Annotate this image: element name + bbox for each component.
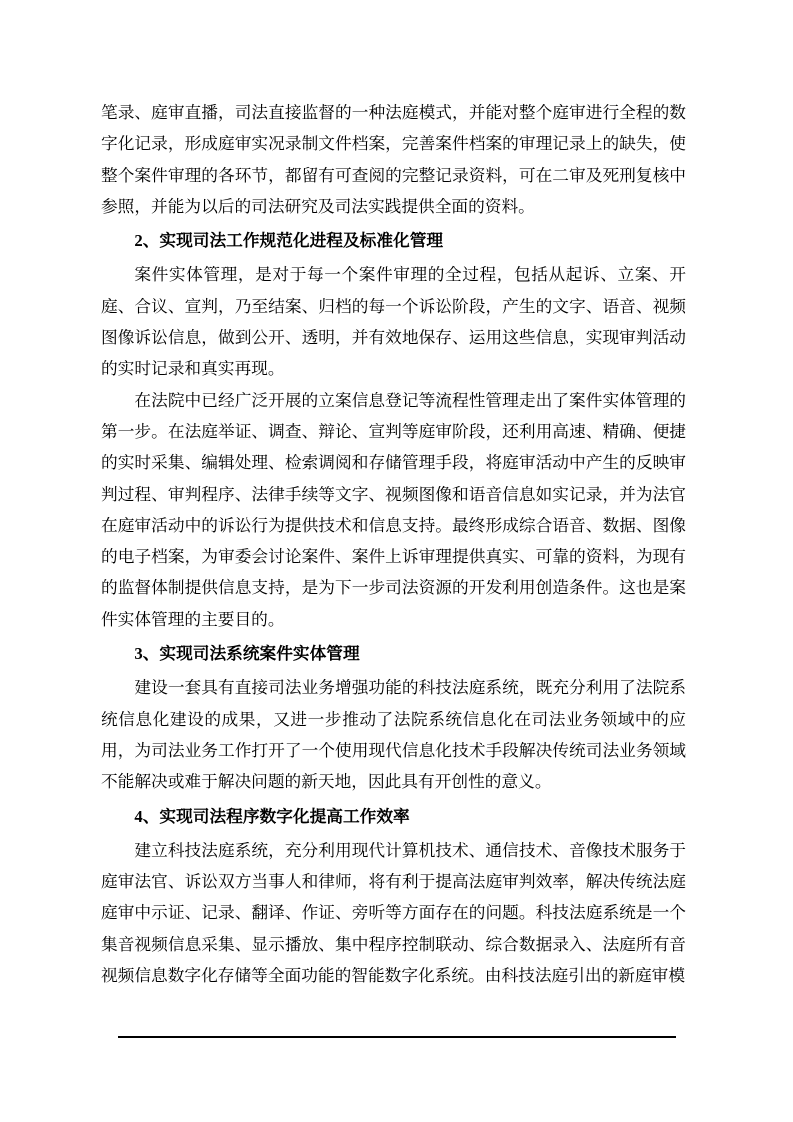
paragraph-continuation: 笔录、庭审直播，司法直接监督的一种法庭模式，并能对整个庭审进行全程的数字化记录，形成庭审实况录制文件档案，完善案件档案的审理记录上的缺失，使整个案件审理的各环节，都留有可查阅的完整记录资料，可在二审及死刑复核中参照，并能为以后的司法研究及司法实践提供全面的资料。 [101,103,686,216]
footer-separator-line [118,1036,676,1038]
paragraph: 案件实体管理，是对于每一个案件审理的全过程，包括从起诉、立案、开庭、合议、宣判，乃至结案、归档的每一个诉讼阶段，产生的文字、语音、视频图像诉讼信息，做到公开、透明，并有效地保存、运用这些信息，实现审判活动的实时记录和真实再现。 [101,265,686,379]
section-heading-2: 2、实现司法工作规范化进程及标准化管理 [134,231,444,251]
paragraph: 在法院中已经广泛开展的立案信息登记等流程性管理走出了案件实体管理的第一步。在法庭举证、调查、辩论、宣判等庭审阶段，还利用高速、精确、便捷的实时采集、编辑处理、检索调阅和存储管理手段，将庭审活动中产生的反映审判过程、审判程序、法律手续等文字、视频图像和语音信息如实记录，并为法官在庭审活动中的诉讼行为提供技术和信息支持。最终形成综合语音、数据、图像的电子档案，为审委会讨论案件、案件上诉审理提供真实、可靠的资料，为现有的监督体制提供信息支持，是为下一步司法资源的开发利用创造条件。这也是案件实体管理的主要目的。 [101,390,686,629]
section-heading-4: 4、实现司法程序数字化提高工作效率 [134,806,410,826]
paragraph: 建设一套具有直接司法业务增强功能的科技法庭系统，既充分利用了法院系统信息化建设的成果，又进一步推动了法院系统信息化在司法业务领域中的应用，为司法业务工作打开了一个使用现代信息化技术手段解决传统司法业务领域不能解决或难于解决问题的新天地，因此具有开创性的意义。 [101,678,686,792]
document-body [101,97,686,991]
section-heading-3: 3、实现司法系统案件实体管理 [134,644,360,664]
paragraph: 建立科技法庭系统，充分利用现代计算机技术、通信技术、音像技术服务于庭审法官、诉讼双方当事人和律师，将有利于提高法庭审判效率，解决传统法庭庭审中示证、记录、翻译、作证、旁听等方面存在的问题。科技法庭系统是一个集音视频信息采集、显示播放、集中程序控制联动、综合数据录入、法庭所有音视频信息数字化存储等全面功能的智能数字化系统。由科技法庭引出的新庭审模 [101,840,686,986]
